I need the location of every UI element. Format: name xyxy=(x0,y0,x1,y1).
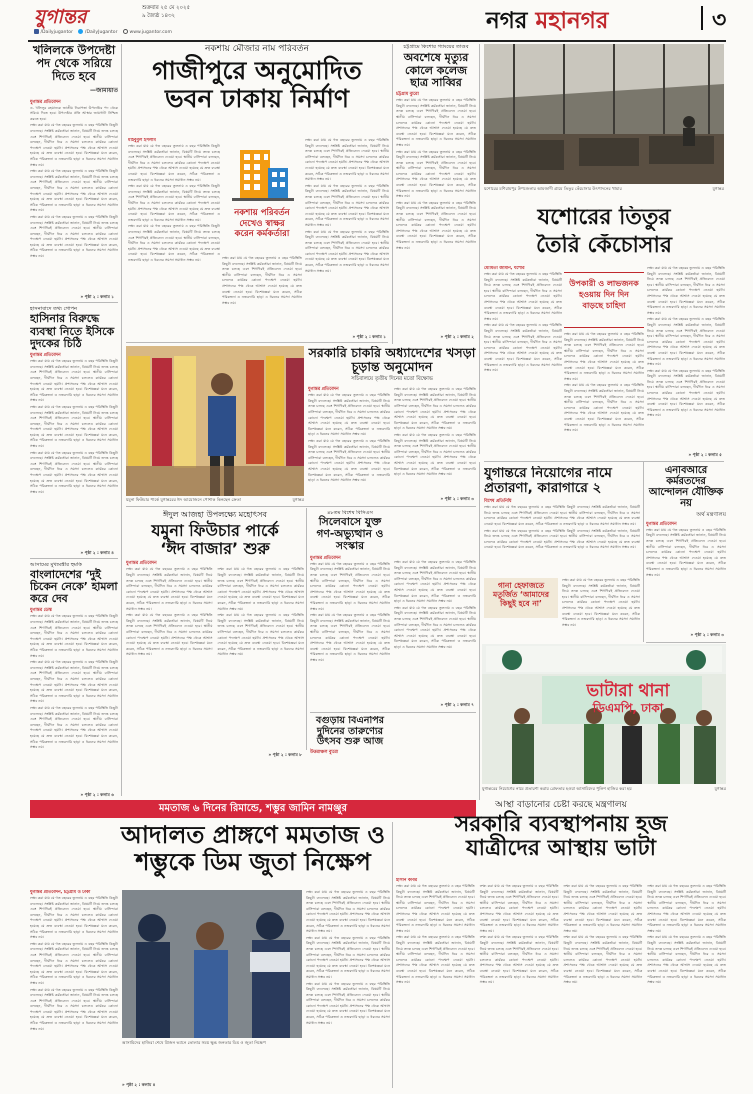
column-rule xyxy=(479,44,480,454)
building-icon xyxy=(222,142,302,204)
lead-title-line-2: ভবন ঢাকায় নির্মাণ xyxy=(164,83,350,113)
divider xyxy=(646,642,726,643)
article-body: লক্ষ্য করা যায় যে গত বছরের তুলনায় এ বছর পরিস্থিতি কিছুটা বদলেছে। সংশ্লিষ্ট কর্মকর্তারা জানান, বিষয়টি নিয়ে তদন্ত চলছে এবং শিগগিরই প্রতিবেদন দেওয়া হবে। স্থানীয় বাসিন্দারা বলছেন, দীর্ঘদিন ধরে এ সমস্যা চললেও কার্যকর কোনো পদক্ষেপ নেওয়া হয়নি। প্রশাসনের পক্ষ থেকে আশ্বাস দেওয়া হয়েছে যে দ্রুত ব্যবস্থা নেওয়া হবে। বিশেষজ্ঞরা মনে করেন, সঠিক পরিকল্পনা ও নজরদারি ছাড়া এ ধরনের সমস্যা সমাধান সম্ভব নয়। xyxy=(222,256,302,305)
article-sabbir xyxy=(396,44,476,334)
police-sign-main: ভাটারা থানা xyxy=(586,681,670,701)
eid-bazar-photo xyxy=(126,346,304,496)
article-bogura xyxy=(310,716,390,792)
eid-title-line-1: যমুনা ফিউচার পার্কে xyxy=(151,520,279,540)
facebook-icon xyxy=(34,29,39,34)
photo-caption: যুগান্তরের নিয়োগের নামে প্রতারণা করায় গ্রেফতার হওয়া আসামিদের পুলিশ হাজির করা হয় যুগান্তর xyxy=(482,786,726,791)
article-title: যুগান্তরে নিয়োগের নামে প্রতারণা, কারাগারে ২ xyxy=(484,466,612,497)
divider xyxy=(310,712,476,713)
kicker: আস্থা বাড়ানোর চেষ্টা করছে মন্ত্রণালয় xyxy=(495,800,627,810)
article-source: অর্থ মন্ত্রণালয় xyxy=(696,511,726,518)
lead-body-right xyxy=(305,138,389,334)
divider xyxy=(30,302,118,303)
article-khalil xyxy=(30,44,118,294)
continue-link[interactable]: » পৃষ্ঠা ২ : কলাম ৪ xyxy=(122,1082,156,1087)
article-title: হাসিনার বিরুদ্ধে ব্যবস্থা নিতে ইসিকে দুদকের চিঠি xyxy=(30,312,115,350)
article-title: খলিলকে উপদেষ্টা পদ থেকে সরিয়ে দিতে হবে xyxy=(32,44,116,83)
divider xyxy=(30,558,118,559)
article-body: লক্ষ্য করা যায় যে গত বছরের তুলনায় এ বছর পরিস্থিতি কিছুটা বদলেছে। সংশ্লিষ্ট কর্মকর্তারা জানান, বিষয়টি নিয়ে তদন্ত চলছে এবং শিগগিরই প্রতিবেদন দেওয়া হবে। স্থানীয় বাসিন্দারা বলছেন, দীর্ঘদিন ধরে এ সমস্যা চললেও কার্যকর কোনো পদক্ষেপ নেওয়া হয়নি। প্রশাসনের পক্ষ থেকে আশ্বাস দেওয়া হয়েছে যে দ্রুত ব্যবস্থা নেওয়া হবে। বিশেষজ্ঞরা মনে করেন, সঠিক পরিকল্পনা ও নজরদারি ছাড়া এ ধরনের সমস্যা সমাধান সম্ভব নয়। লক্ষ্য করা যায় যে গত বছরের তুলনায় এ বছর পরিস্থিতি কিছুটা বদলেছে। সংশ্লিষ্ট কর্মকর্তারা জানান, বিষয়টি নিয়ে তদন্ত চলছে এবং শিগগিরই প্রতিবেদন দেওয়া হবে। স্থানীয় বাসিন্দারা বলছেন, দীর্ঘদিন ধরে এ সমস্যা চললেও কার্যকর কোনো পদক্ষেপ নেওয়া হয়নি। প্রশাসনের পক্ষ থেকে আশ্বাস দেওয়া হয়েছে যে দ্রুত ব্যবস্থা নেওয়া হবে। বিশেষজ্ঞরা মনে করেন, সঠিক পরিকল্পনা ও নজরদারি ছাড়া এ ধরনের সমস্যা সমাধান সম্ভব নয়। লক্ষ্য করা যায় যে গত বছরের তুলনায় এ বছর পরিস্থিতি কিছুটা বদলেছে। সংশ্লিষ্ট কর্মকর্তারা জানান, বিষয়টি নিয়ে তদন্ত চলছে এবং শিগগিরই প্রতিবেদন দেওয়া হবে। স্থানীয় বাসিন্দারা বলছেন, দীর্ঘদিন ধরে এ সমস্যা চললেও কার্যকর কোনো পদক্ষেপ নেওয়া হয়নি। প্রশাসনের পক্ষ থেকে আশ্বাস দেওয়া হয়েছে যে দ্রুত ব্যবস্থা নেওয়া হবে। বিশেষজ্ঞরা মনে করেন, সঠিক পরিকল্পনা ও নজরদারি ছাড়া এ ধরনের সমস্যা সমাধান সম্ভব নয়। xyxy=(396,98,476,250)
article-body: লক্ষ্য করা যায় যে গত বছরের তুলনায় এ বছর পরিস্থিতি কিছুটা বদলেছে। সংশ্লিষ্ট কর্মকর্তারা জানান, বিষয়টি নিয়ে তদন্ত চলছে এবং শিগগিরই প্রতিবেদন দেওয়া হবে। স্থানীয় বাসিন্দারা বলছেন, দীর্ঘদিন ধরে এ সমস্যা চললেও কার্যকর কোনো পদক্ষেপ নেওয়া হয়নি। প্রশাসনের পক্ষ থেকে আশ্বাস দেওয়া হয়েছে যে দ্রুত ব্যবস্থা নেওয়া হবে। বিশেষজ্ঞরা মনে করেন, সঠিক পরিকল্পনা ও নজরদারি ছাড়া এ ধরনের সমস্যা সমাধান সম্ভব নয়। লক্ষ্য করা যায় যে গত বছরের তুলনায় এ বছর পরিস্থিতি কিছুটা বদলেছে। সংশ্লিষ্ট কর্মকর্তারা জানান, বিষয়টি নিয়ে তদন্ত চলছে এবং শিগগিরই প্রতিবেদন দেওয়া হবে। স্থানীয় বাসিন্দারা বলছেন, দীর্ঘদিন ধরে এ সমস্যা চললেও কার্যকর কোনো পদক্ষেপ নেওয়া হয়নি। প্রশাসনের পক্ষ থেকে আশ্বাস দেওয়া হয়েছে যে দ্রুত ব্যবস্থা নেওয়া হবে। বিশেষজ্ঞরা মনে করেন, সঠিক পরিকল্পনা ও নজরদারি ছাড়া এ ধরনের সমস্যা সমাধান সম্ভব নয়। লক্ষ্য করা যায় যে গত বছরের তুলনায় এ বছর পরিস্থিতি কিছুটা বদলেছে। সংশ্লিষ্ট কর্মকর্তারা জানান, বিষয়টি নিয়ে তদন্ত চলছে এবং শিগগিরই প্রতিবেদন দেওয়া হবে। স্থানীয় বাসিন্দারা বলছেন, দীর্ঘদিন ধরে এ সমস্যা চললেও কার্যকর কোনো পদক্ষেপ নেওয়া হয়নি। প্রশাসনের পক্ষ থেকে আশ্বাস দেওয়া হয়েছে যে দ্রুত ব্যবস্থা নেওয়া হবে। বিশেষজ্ঞরা মনে করেন, সঠিক পরিকল্পনা ও নজরদারি ছাড়া এ ধরনের সমস্যা সমাধান সম্ভব নয়। xyxy=(306,890,390,1025)
court-title-line-1: আদালত প্রাঙ্গণে মমতাজ ও xyxy=(120,822,386,849)
kicker: নকশায় মৌজার নাম পরিবর্তন xyxy=(204,44,310,54)
police-station-photo xyxy=(482,644,726,784)
building-graphic xyxy=(222,142,302,254)
byline: মৌমিতা জামান, যশোর xyxy=(484,266,525,271)
continue-link[interactable]: » পৃষ্ঠা ২ : কলাম ৫ xyxy=(688,452,722,457)
article-body: লক্ষ্য করা যায় যে গত বছরের তুলনায় এ বছর পরিস্থিতি কিছুটা বদলেছে। সংশ্লিষ্ট কর্মকর্তারা জানান, বিষয়টি নিয়ে তদন্ত চলছে এবং শিগগিরই প্রতিবেদন দেওয়া হবে। স্থানীয় বাসিন্দারা বলছেন, দীর্ঘদিন ধরে এ সমস্যা চললেও কার্যকর কোনো পদক্ষেপ নেওয়া হয়নি। প্রশাসনের পক্ষ থেকে আশ্বাস দেওয়া হয়েছে যে দ্রুত ব্যবস্থা নেওয়া হবে। বিশেষজ্ঞরা মনে করেন, সঠিক পরিকল্পনা ও নজরদারি ছাড়া এ ধরনের সমস্যা সমাধান সম্ভব নয়। লক্ষ্য করা যায় যে গত বছরের তুলনায় এ বছর পরিস্থিতি কিছুটা বদলেছে। সংশ্লিষ্ট কর্মকর্তারা জানান, বিষয়টি নিয়ে তদন্ত চলছে এবং শিগগিরই প্রতিবেদন দেওয়া হবে। স্থানীয় বাসিন্দারা বলছেন, দীর্ঘদিন ধরে এ সমস্যা চললেও কার্যকর কোনো পদক্ষেপ নেওয়া হয়নি। প্রশাসনের পক্ষ থেকে আশ্বাস দেওয়া হয়েছে যে দ্রুত ব্যবস্থা নেওয়া হবে। বিশেষজ্ঞরা মনে করেন, সঠিক পরিকল্পনা ও নজরদারি ছাড়া এ ধরনের সমস্যা সমাধান সম্ভব নয়। লক্ষ্য করা যায় যে গত বছরের তুলনায় এ বছর পরিস্থিতি কিছুটা বদলেছে। সংশ্লিষ্ট কর্মকর্তারা জানান, বিষয়টি নিয়ে তদন্ত চলছে এবং শিগগিরই প্রতিবেদন দেওয়া হবে। স্থানীয় বাসিন্দারা বলছেন, দীর্ঘদিন ধরে এ সমস্যা চললেও কার্যকর কোনো পদক্ষেপ নেওয়া হয়নি। প্রশাসনের পক্ষ থেকে আশ্বাস দেওয়া হয়েছে যে দ্রুত ব্যবস্থা নেওয়া হবে। বিশেষজ্ঞরা মনে করেন, সঠিক পরিকল্পনা ও নজরদারি ছাড়া এ ধরনের সমস্যা সমাধান সম্ভব নয়। xyxy=(128,144,220,262)
article-body: লক্ষ্য করা যায় যে গত বছরের তুলনায় এ বছর পরিস্থিতি কিছুটা বদলেছে। সংশ্লিষ্ট কর্মকর্তারা জানান, বিষয়টি নিয়ে তদন্ত চলছে এবং শিগগিরই প্রতিবেদন দেওয়া হবে। স্থানীয় বাসিন্দারা বলছেন, দীর্ঘদিন ধরে এ সমস্যা চললেও কার্যকর কোনো পদক্ষেপ নেওয়া হয়নি। প্রশাসনের পক্ষ থেকে আশ্বাস দেওয়া হয়েছে যে দ্রুত ব্যবস্থা নেওয়া হবে। বিশেষজ্ঞরা মনে করেন, সঠিক পরিকল্পনা ও নজরদারি ছাড়া এ ধরনের সমস্যা সমাধান সম্ভব নয়। xyxy=(562,578,640,627)
article-title: সরকারি চাকরি অধ্যাদেশের খসড়া চূড়ান্ত অনুমোদন xyxy=(308,346,476,375)
hajj-title-line-2: যাত্রীদের আস্থায় ভাটা xyxy=(465,836,657,862)
article-title: বাংলাদেশের ‘দুই চিকেন নেকে’ হামলা করে দেব xyxy=(30,568,118,606)
lead-body-mid xyxy=(222,256,302,334)
shed-illustration xyxy=(484,44,724,184)
newspaper-logo: যুগান্তর xyxy=(34,6,87,28)
hajj-headline xyxy=(396,800,726,870)
article-syllabus-2 xyxy=(394,560,476,704)
fraud-body-2 xyxy=(562,578,640,640)
court-body-left xyxy=(30,890,118,1084)
column-rule xyxy=(479,462,480,800)
byline: যুগান্তর প্রতিবেদন, চট্টগ্রাম ও ঢাকা xyxy=(30,890,91,895)
byline: বিশেষ প্রতিনিধি xyxy=(484,499,512,505)
jessore-body-mid xyxy=(564,332,644,454)
continue-link[interactable]: » পৃষ্ঠা ২ : কলাম ৩ xyxy=(440,496,474,501)
article-body: লক্ষ্য করা যায় যে গত বছরের তুলনায় এ বছর পরিস্থিতি কিছুটা বদলেছে। সংশ্লিষ্ট কর্মকর্তারা জানান, বিষয়টি নিয়ে তদন্ত চলছে এবং শিগগিরই প্রতিবেদন দেওয়া হবে। স্থানীয় বাসিন্দারা বলছেন, দীর্ঘদিন ধরে এ সমস্যা চললেও কার্যকর কোনো পদক্ষেপ নেওয়া হয়নি। প্রশাসনের পক্ষ থেকে আশ্বাস দেওয়া হয়েছে যে দ্রুত ব্যবস্থা নেওয়া হবে। বিশেষজ্ঞরা মনে করেন, সঠিক পরিকল্পনা ও নজরদারি ছাড়া এ ধরনের সমস্যা সমাধান সম্ভব নয়। লক্ষ্য করা যায় যে গত বছরের তুলনায় এ বছর পরিস্থিতি কিছুটা বদলেছে। সংশ্লিষ্ট কর্মকর্তারা জানান, বিষয়টি নিয়ে তদন্ত চলছে এবং শিগগিরই প্রতিবেদন দেওয়া হবে। স্থানীয় বাসিন্দারা বলছেন, দীর্ঘদিন ধরে এ সমস্যা চললেও কার্যকর কোনো পদক্ষেপ নেওয়া হয়নি। প্রশাসনের পক্ষ থেকে আশ্বাস দেওয়া হয়েছে যে দ্রুত ব্যবস্থা নেওয়া হবে। বিশেষজ্ঞরা মনে করেন, সঠিক পরিকল্পনা ও নজরদারি ছাড়া এ ধরনের সমস্যা সমাধান সম্ভব নয়। লক্ষ্য করা যায় যে গত বছরের তুলনায় এ বছর পরিস্থিতি কিছুটা বদলেছে। সংশ্লিষ্ট কর্মকর্তারা জানান, বিষয়টি নিয়ে তদন্ত চলছে এবং শিগগিরই প্রতিবেদন দেওয়া হবে। স্থানীয় বাসিন্দারা বলছেন, দীর্ঘদিন ধরে এ সমস্যা চললেও কার্যকর কোনো পদক্ষেপ নেওয়া হয়নি। প্রশাসনের পক্ষ থেকে আশ্বাস দেওয়া হয়েছে যে দ্রুত ব্যবস্থা নেওয়া হবে। বিশেষজ্ঞরা মনে করেন, সঠিক পরিকল্পনা ও নজরদারি ছাড়া এ ধরনের সমস্যা সমাধান সম্ভব নয়। xyxy=(30,359,118,494)
column-rule xyxy=(392,44,393,344)
divider xyxy=(126,506,476,507)
photo-caption: আসামিদের হাজিরা শেষে প্রিজন ভ্যানে তোলার সময় ক্ষুব্ধ জনতার ডিম ও জুতা নিক্ষেপ xyxy=(122,1040,266,1045)
jessore-pullquote: উপকারী ও লাভজনক হওয়ায় দিন দিন বাড়ছে চাহিদা xyxy=(564,272,644,328)
column xyxy=(394,387,476,485)
website-link[interactable]: www.jugantor.com xyxy=(129,30,172,35)
lead-title-line-1: গাজীপুরে অনুমোদিত xyxy=(152,55,362,85)
jessore-body-left xyxy=(484,266,562,452)
article-title: এনবিআরে কর্মরতদের আন্দোলন যৌক্তিক নয় xyxy=(648,466,724,509)
jessore-body-right xyxy=(647,266,725,452)
byline: চট্টগ্রাম ব্যুরো xyxy=(396,92,419,98)
hajj-body xyxy=(396,878,726,1084)
byline: উত্তরাঞ্চল ব্যুরো xyxy=(310,750,339,756)
column-rule xyxy=(392,822,393,1088)
police-sign-sub: ডিএমপি, ঢাকা xyxy=(592,701,664,715)
byline: যুগান্তর প্রতিবেদন xyxy=(308,387,339,393)
article-body: লক্ষ্য করা যায় যে গত বছরের তুলনায় এ বছর পরিস্থিতি কিছুটা বদলেছে। সংশ্লিষ্ট কর্মকর্তারা জানান, বিষয়টি নিয়ে তদন্ত চলছে এবং শিগগিরই প্রতিবেদন দেওয়া হবে। স্থানীয় বাসিন্দারা বলছেন, দীর্ঘদিন ধরে এ সমস্যা চললেও কার্যকর কোনো পদক্ষেপ নেওয়া হয়নি। প্রশাসনের পক্ষ থেকে আশ্বাস দেওয়া হয়েছে যে দ্রুত ব্যবস্থা নেওয়া হবে। বিশেষজ্ঞরা মনে করেন, সঠিক পরিকল্পনা ও নজরদারি ছাড়া এ ধরনের সমস্যা সমাধান সম্ভব নয়। লক্ষ্য করা যায় যে গত বছরের তুলনায় এ বছর পরিস্থিতি কিছুটা বদলেছে। সংশ্লিষ্ট কর্মকর্তারা জানান, বিষয়টি নিয়ে তদন্ত চলছে এবং শিগগিরই প্রতিবেদন দেওয়া হবে। স্থানীয় বাসিন্দারা বলছেন, দীর্ঘদিন ধরে এ সমস্যা চললেও কার্যকর কোনো পদক্ষেপ নেওয়া হয়নি। প্রশাসনের পক্ষ থেকে আশ্বাস দেওয়া হয়েছে যে দ্রুত ব্যবস্থা নেওয়া হবে। বিশেষজ্ঞরা মনে করেন, সঠিক পরিকল্পনা ও নজরদারি ছাড়া এ ধরনের সমস্যা সমাধান সম্ভব নয়। লক্ষ্য করা যায় যে গত বছরের তুলনায় এ বছর পরিস্থিতি কিছুটা বদলেছে। সংশ্লিষ্ট কর্মকর্তারা জানান, বিষয়টি নিয়ে তদন্ত চলছে এবং শিগগিরই প্রতিবেদন দেওয়া হবে। স্থানীয় বাসিন্দারা বলছেন, দীর্ঘদিন ধরে এ সমস্যা চললেও কার্যকর কোনো পদক্ষেপ নেওয়া হয়নি। প্রশাসনের পক্ষ থেকে আশ্বাস দেওয়া হয়েছে যে দ্রুত ব্যবস্থা নেওয়া হবে। বিশেষজ্ঞরা মনে করেন, সঠিক পরিকল্পনা ও নজরদারি ছাড়া এ ধরনের সমস্যা সমাধান সম্ভব নয়। xyxy=(305,138,389,273)
continue-link[interactable]: » পৃষ্ঠা ২ : কলাম ২ xyxy=(440,334,474,339)
kicker: সচিবালয়ে তৃতীয় দিনের মতো বিক্ষোভ xyxy=(351,376,433,383)
byline: মাহবুবুল ইসলাম xyxy=(128,138,156,143)
jessore-title-line-2: তৈরি কেঁচোসার xyxy=(536,234,672,258)
twitter-icon xyxy=(78,29,83,34)
continue-link[interactable]: » পৃষ্ঠা ২ : কলাম ৪ xyxy=(80,550,114,555)
fraud-inset: গানা হেফাজতে মতুর্জিত ‘আমাদের কিছুই হবে না’ xyxy=(484,578,558,618)
jessore-title-line-1: যশোরের তিতুর xyxy=(537,206,671,230)
divider xyxy=(484,461,724,462)
court-body-right xyxy=(306,890,390,1084)
shopping-illustration xyxy=(126,346,304,496)
column-rule xyxy=(121,44,122,796)
section-title: নগর মহানগর xyxy=(486,8,609,34)
continue-link[interactable]: » পৃষ্ঠা ২ : কলাম ১ xyxy=(80,294,114,299)
kicker: ঈদুল আজহা উপলক্ষ্যে মহোৎসব xyxy=(163,510,267,519)
page-number: ৩ xyxy=(712,8,727,33)
article-title: অবশেষে মৃত্যুর কোলে কলেজ ছাত্র সাব্বির xyxy=(403,51,469,89)
continue-link[interactable]: » পৃষ্ঠা ২ : কলাম ৬ xyxy=(80,792,114,797)
quote-source: —জামায়াত xyxy=(90,86,118,94)
continue-link[interactable]: » পৃষ্ঠা ২ : কলাম ৭ xyxy=(440,702,474,707)
article-body: লক্ষ্য করা যায় যে গত বছরের তুলনায় এ বছর পরিস্থিতি কিছুটা বদলেছে। সংশ্লিষ্ট কর্মকর্তারা জানান, বিষয়টি নিয়ে তদন্ত চলছে এবং শিগগিরই প্রতিবেদন দেওয়া হবে। স্থানীয় বাসিন্দারা বলছেন, দীর্ঘদিন ধরে এ সমস্যা চললেও কার্যকর কোনো পদক্ষেপ নেওয়া হয়নি। প্রশাসনের পক্ষ থেকে আশ্বাস দেওয়া হয়েছে যে দ্রুত ব্যবস্থা নেওয়া হবে। বিশেষজ্ঞরা মনে করেন, সঠিক পরিকল্পনা ও নজরদারি ছাড়া এ ধরনের সমস্যা সমাধান সম্ভব নয়। xyxy=(646,527,726,577)
lead-body-left xyxy=(128,138,220,334)
kicker: হাসনাবাদে তথ্য গোপন xyxy=(30,306,78,312)
vermicompost-photo xyxy=(484,44,724,184)
article-body: ড. খলিলুর রহমানকে জাতীয় নিরাপত্তা উপদেষ্টার পদ থেকে সরিয়ে দিতে হবে। উপদেষ্টার প্রতি আস্থার জায়গাটা নিশ্চিত করতে হবে। লক্ষ্য করা যায় যে গত বছরের তুলনায় এ বছর পরিস্থিতি কিছুটা বদলেছে। সংশ্লিষ্ট কর্মকর্তারা জানান, বিষয়টি নিয়ে তদন্ত চলছে এবং শিগগিরই প্রতিবেদন দেওয়া হবে। স্থানীয় বাসিন্দারা বলছেন, দীর্ঘদিন ধরে এ সমস্যা চললেও কার্যকর কোনো পদক্ষেপ নেওয়া হয়নি। প্রশাসনের পক্ষ থেকে আশ্বাস দেওয়া হয়েছে যে দ্রুত ব্যবস্থা নেওয়া হবে। বিশেষজ্ঞরা মনে করেন, সঠিক পরিকল্পনা ও নজরদারি ছাড়া এ ধরনের সমস্যা সমাধান সম্ভব নয়। লক্ষ্য করা যায় যে গত বছরের তুলনায় এ বছর পরিস্থিতি কিছুটা বদলেছে। সংশ্লিষ্ট কর্মকর্তারা জানান, বিষয়টি নিয়ে তদন্ত চলছে এবং শিগগিরই প্রতিবেদন দেওয়া হবে। স্থানীয় বাসিন্দারা বলছেন, দীর্ঘদিন ধরে এ সমস্যা চললেও কার্যকর কোনো পদক্ষেপ নেওয়া হয়নি। প্রশাসনের পক্ষ থেকে আশ্বাস দেওয়া হয়েছে যে দ্রুত ব্যবস্থা নেওয়া হবে। বিশেষজ্ঞরা মনে করেন, সঠিক পরিকল্পনা ও নজরদারি ছাড়া এ ধরনের সমস্যা সমাধান সম্ভব নয়। লক্ষ্য করা যায় যে গত বছরের তুলনায় এ বছর পরিস্থিতি কিছুটা বদলেছে। সংশ্লিষ্ট কর্মকর্তারা জানান, বিষয়টি নিয়ে তদন্ত চলছে এবং শিগগিরই প্রতিবেদন দেওয়া হবে। স্থানীয় বাসিন্দারা বলছেন, দীর্ঘদিন ধরে এ সমস্যা চললেও কার্যকর কোনো পদক্ষেপ নেওয়া হয়নি। প্রশাসনের পক্ষ থেকে আশ্বাস দেওয়া হয়েছে যে দ্রুত ব্যবস্থা নেওয়া হবে। বিশেষজ্ঞরা মনে করেন, সঠিক পরিকল্পনা ও নজরদারি ছাড়া এ ধরনের সমস্যা সমাধান সম্ভব নয়। xyxy=(30,105,118,259)
continue-link[interactable]: » পৃষ্ঠা ২ : কলাম ১ xyxy=(352,334,386,339)
article-govjobs xyxy=(308,346,476,496)
article-body: লক্ষ্য করা যায় যে গত বছরের তুলনায় এ বছর পরিস্থিতি কিছুটা বদলেছে। সংশ্লিষ্ট কর্মকর্তারা জানান, বিষয়টি নিয়ে তদন্ত চলছে এবং শিগগিরই প্রতিবেদন দেওয়া হবে। স্থানীয় বাসিন্দারা বলছেন, দীর্ঘদিন ধরে এ সমস্যা চললেও কার্যকর কোনো পদক্ষেপ নেওয়া হয়নি। প্রশাসনের পক্ষ থেকে আশ্বাস দেওয়া হয়েছে যে দ্রুত ব্যবস্থা নেওয়া হবে। বিশেষজ্ঞরা মনে করেন, সঠিক পরিকল্পনা ও নজরদারি ছাড়া এ ধরনের সমস্যা সমাধান সম্ভব নয়। লক্ষ্য করা যায় যে গত বছরের তুলনায় এ বছর পরিস্থিতি কিছুটা বদলেছে। সংশ্লিষ্ট কর্মকর্তারা জানান, বিষয়টি নিয়ে তদন্ত চলছে এবং শিগগিরই প্রতিবেদন দেওয়া হবে। স্থানীয় বাসিন্দারা বলছেন, দীর্ঘদিন ধরে এ সমস্যা চললেও কার্যকর কোনো পদক্ষেপ নেওয়া হয়নি। প্রশাসনের পক্ষ থেকে আশ্বাস দেওয়া হয়েছে যে দ্রুত ব্যবস্থা নেওয়া হবে। বিশেষজ্ঞরা মনে করেন, সঠিক পরিকল্পনা ও নজরদারি ছাড়া এ ধরনের সমস্যা সমাধান সম্ভব নয়। xyxy=(484,505,640,550)
court-photo xyxy=(122,890,302,1038)
article-nbr xyxy=(646,466,726,592)
column-rule xyxy=(643,462,644,642)
masthead-rule xyxy=(28,40,726,42)
globe-icon xyxy=(123,29,128,34)
date-line: শুক্রবার ২৫ মে ২০২৫ ৯ জ্যৈষ্ঠ ১৪৩২ xyxy=(142,5,191,19)
kicker: চট্টগ্রামে কিশোর গ্যাংয়ের তাণ্ডব xyxy=(403,44,469,50)
social-handle-1[interactable]: /Dailyjugantor xyxy=(40,30,73,35)
article-body: লক্ষ্য করা যায় যে গত বছরের তুলনায় এ বছর পরিস্থিতি কিছুটা বদলেছে। সংশ্লিষ্ট কর্মকর্তারা জানান, বিষয়টি নিয়ে তদন্ত চলছে এবং শিগগিরই প্রতিবেদন দেওয়া হবে। স্থানীয় বাসিন্দারা বলছেন, দীর্ঘদিন ধরে এ সমস্যা চললেও কার্যকর কোনো পদক্ষেপ নেওয়া হয়নি। প্রশাসনের পক্ষ থেকে আশ্বাস দেওয়া হয়েছে যে দ্রুত ব্যবস্থা নেওয়া হবে। বিশেষজ্ঞরা মনে করেন, সঠিক পরিকল্পনা ও নজরদারি ছাড়া এ ধরনের সমস্যা সমাধান সম্ভব নয়। লক্ষ্য করা যায় যে গত বছরের তুলনায় এ বছর পরিস্থিতি কিছুটা বদলেছে। সংশ্লিষ্ট কর্মকর্তারা জানান, বিষয়টি নিয়ে তদন্ত চলছে এবং শিগগিরই প্রতিবেদন দেওয়া হবে। স্থানীয় বাসিন্দারা বলছেন, দীর্ঘদিন ধরে এ সমস্যা চললেও কার্যকর কোনো পদক্ষেপ নেওয়া হয়নি। প্রশাসনের পক্ষ থেকে আশ্বাস দেওয়া হয়েছে যে দ্রুত ব্যবস্থা নেওয়া হবে। বিশেষজ্ঞরা মনে করেন, সঠিক পরিকল্পনা ও নজরদারি ছাড়া এ ধরনের সমস্যা সমাধান সম্ভব নয়। লক্ষ্য করা যায় যে গত বছরের তুলনায় এ বছর পরিস্থিতি কিছুটা বদলেছে। সংশ্লিষ্ট কর্মকর্তারা জানান, বিষয়টি নিয়ে তদন্ত চলছে এবং শিগগিরই প্রতিবেদন দেওয়া হবে। স্থানীয় বাসিন্দারা বলছেন, দীর্ঘদিন ধরে এ সমস্যা চললেও কার্যকর কোনো পদক্ষেপ নেওয়া হয়নি। প্রশাসনের পক্ষ থেকে আশ্বাস দেওয়া হয়েছে যে দ্রুত ব্যবস্থা নেওয়া হবে। বিশেষজ্ঞরা মনে করেন, সঠিক পরিকল্পনা ও নজরদারি ছাড়া এ ধরনের সমস্যা সমাধান সম্ভব নয়। xyxy=(30,614,118,750)
eid-title-line-2: ‘ঈদ বাজার’ শুরু xyxy=(160,538,270,558)
breaking-banner: মমতাজ ৬ দিনের রিমান্ডে, শম্ভুর জামিন নামঞ্জুর xyxy=(30,800,476,818)
kicker: আসামের মুখ্যমন্ত্রীর হুমকি xyxy=(30,562,83,568)
social-handle-2[interactable]: /DailyJugantor xyxy=(84,30,118,35)
byline: যুগান্তর প্রতিবেদন xyxy=(646,521,677,527)
byline: যুগান্তর ডেস্ক xyxy=(30,608,52,614)
hajj-title-line-1: সরকারি ব্যবস্থাপনায় হজ xyxy=(454,811,668,837)
column-rule xyxy=(306,508,307,750)
court-title-line-2: শম্ভুকে ডিম জুতা নিক্ষেপ xyxy=(135,847,371,876)
byline: যুগান্তর প্রতিবেদন xyxy=(126,561,157,567)
article-body: লক্ষ্য করা যায় যে গত বছরের তুলনায় এ বছর পরিস্থিতি কিছুটা বদলেছে। সংশ্লিষ্ট কর্মকর্তারা জানান, বিষয়টি নিয়ে তদন্ত চলছে এবং শিগগিরই প্রতিবেদন দেওয়া হবে। স্থানীয় বাসিন্দারা বলছেন, দীর্ঘদিন ধরে এ সমস্যা চললেও কার্যকর কোনো পদক্ষেপ নেওয়া হয়নি। প্রশাসনের পক্ষ থেকে আশ্বাস দেওয়া হয়েছে যে দ্রুত ব্যবস্থা নেওয়া হবে। বিশেষজ্ঞরা মনে করেন, সঠিক পরিকল্পনা ও নজরদারি ছাড়া এ ধরনের সমস্যা সমাধান সম্ভব নয়। লক্ষ্য করা যায় যে গত বছরের তুলনায় এ বছর পরিস্থিতি কিছুটা বদলেছে। সংশ্লিষ্ট কর্মকর্তারা জানান, বিষয়টি নিয়ে তদন্ত চলছে এবং শিগগিরই প্রতিবেদন দেওয়া হবে। স্থানীয় বাসিন্দারা বলছেন, দীর্ঘদিন ধরে এ সমস্যা চললেও কার্যকর কোনো পদক্ষেপ নেওয়া হয়নি। প্রশাসনের পক্ষ থেকে আশ্বাস দেওয়া হয়েছে যে দ্রুত ব্যবস্থা নেওয়া হবে। বিশেষজ্ঞরা মনে করেন, সঠিক পরিকল্পনা ও নজরদারি ছাড়া এ ধরনের সমস্যা সমাধান সম্ভব নয়। লক্ষ্য করা যায় যে গত বছরের তুলনায় এ বছর পরিস্থিতি কিছুটা বদলেছে। সংশ্লিষ্ট কর্মকর্তারা জানান, বিষয়টি নিয়ে তদন্ত চলছে এবং শিগগিরই প্রতিবেদন দেওয়া হবে। স্থানীয় বাসিন্দারা বলছেন, দীর্ঘদিন ধরে এ সমস্যা চললেও কার্যকর কোনো পদক্ষেপ নেওয়া হয়নি। প্রশাসনের পক্ষ থেকে আশ্বাস দেওয়া হয়েছে যে দ্রুত ব্যবস্থা নেওয়া হবে। বিশেষজ্ঞরা মনে করেন, সঠিক পরিকল্পনা ও নজরদারি ছাড়া এ ধরনের সমস্যা সমাধান সম্ভব নয়। লক্ষ্য করা যায় যে গত বছরের তুলনায় এ বছর পরিস্থিতি কিছুটা বদলেছে। সংশ্লিষ্ট কর্মকর্তারা জানান, বিষয়টি নিয়ে তদন্ত চলছে এবং শিগগিরই প্রতিবেদন দেওয়া হবে। স্থানীয় বাসিন্দারা বলছেন, দীর্ঘদিন ধরে এ সমস্যা চললেও কার্যকর কোনো পদক্ষেপ নেওয়া হয়নি। প্রশাসনের পক্ষ থেকে আশ্বাস দেওয়া হয়েছে যে দ্রুত ব্যবস্থা নেওয়া হবে। বিশেষজ্ঞরা মনে করেন, সঠিক পরিকল্পনা ও নজরদারি ছাড়া এ ধরনের সমস্যা সমাধান সম্ভব নয়। xyxy=(126,567,304,657)
graphic-caption: নকশায় পরিবর্তন দেখেও স্বাক্ষর করেন কর্মকর্তারা xyxy=(234,208,290,239)
article-body: লক্ষ্য করা যায় যে গত বছরের তুলনায় এ বছর পরিস্থিতি কিছুটা বদলেছে। সংশ্লিষ্ট কর্মকর্তারা জানান, বিষয়টি নিয়ে তদন্ত চলছে এবং শিগগিরই প্রতিবেদন দেওয়া হবে। স্থানীয় বাসিন্দারা বলছেন, দীর্ঘদিন ধরে এ সমস্যা চললেও কার্যকর কোনো পদক্ষেপ নেওয়া হয়নি। প্রশাসনের পক্ষ থেকে আশ্বাস দেওয়া হয়েছে যে দ্রুত ব্যবস্থা নেওয়া হবে। বিশেষজ্ঞরা মনে করেন, সঠিক পরিকল্পনা ও নজরদারি ছাড়া এ ধরনের সমস্যা সমাধান সম্ভব নয়। লক্ষ্য করা যায় যে গত বছরের তুলনায় এ বছর পরিস্থিতি কিছুটা বদলেছে। সংশ্লিষ্ট কর্মকর্তারা জানান, বিষয়টি নিয়ে তদন্ত চলছে এবং শিগগিরই প্রতিবেদন দেওয়া হবে। স্থানীয় বাসিন্দারা বলছেন, দীর্ঘদিন ধরে এ সমস্যা চললেও কার্যকর কোনো পদক্ষেপ নেওয়া হয়নি। প্রশাসনের পক্ষ থেকে আশ্বাস দেওয়া হয়েছে যে দ্রুত ব্যবস্থা নেওয়া হবে। বিশেষজ্ঞরা মনে করেন, সঠিক পরিকল্পনা ও নজরদারি ছাড়া এ ধরনের সমস্যা সমাধান সম্ভব নয়। লক্ষ্য করা যায় যে গত বছরের তুলনায় এ বছর পরিস্থিতি কিছুটা বদলেছে। সংশ্লিষ্ট কর্মকর্তারা জানান, বিষয়টি নিয়ে তদন্ত চলছে এবং শিগগিরই প্রতিবেদন দেওয়া হবে। স্থানীয় বাসিন্দারা বলছেন, দীর্ঘদিন ধরে এ সমস্যা চললেও কার্যকর কোনো পদক্ষেপ নেওয়া হয়নি। প্রশাসনের পক্ষ থেকে আশ্বাস দেওয়া হয়েছে যে দ্রুত ব্যবস্থা নেওয়া হবে। বিশেষজ্ঞরা মনে করেন, সঠিক পরিকল্পনা ও নজরদারি ছাড়া এ ধরনের সমস্যা সমাধান সম্ভব নয়। xyxy=(647,266,725,418)
article-title: সিলেবাসে যুক্ত গণ-অভ্যুত্থান ও সংস্কার xyxy=(316,516,384,552)
article-body: লক্ষ্য করা যায় যে গত বছরের তুলনায় এ বছর পরিস্থিতি কিছুটা বদলেছে। সংশ্লিষ্ট কর্মকর্তারা জানান, বিষয়টি নিয়ে তদন্ত চলছে এবং শিগগিরই প্রতিবেদন দেওয়া হবে। স্থানীয় বাসিন্দারা বলছেন, দীর্ঘদিন ধরে এ সমস্যা চললেও কার্যকর কোনো পদক্ষেপ নেওয়া হয়নি। প্রশাসনের পক্ষ থেকে আশ্বাস দেওয়া হয়েছে যে দ্রুত ব্যবস্থা নেওয়া হবে। বিশেষজ্ঞরা মনে করেন, সঠিক পরিকল্পনা ও নজরদারি ছাড়া এ ধরনের সমস্যা সমাধান সম্ভব নয়। লক্ষ্য করা যায় যে গত বছরের তুলনায় এ বছর পরিস্থিতি কিছুটা বদলেছে। সংশ্লিষ্ট কর্মকর্তারা জানান, বিষয়টি নিয়ে তদন্ত চলছে এবং শিগগিরই প্রতিবেদন দেওয়া হবে। স্থানীয় বাসিন্দারা বলছেন, দীর্ঘদিন ধরে এ সমস্যা চললেও কার্যকর কোনো পদক্ষেপ নেওয়া হয়নি। প্রশাসনের পক্ষ থেকে আশ্বাস দেওয়া হয়েছে যে দ্রুত ব্যবস্থা নেওয়া হবে। বিশেষজ্ঞরা মনে করেন, সঠিক পরিকল্পনা ও নজরদারি ছাড়া এ ধরনের সমস্যা সমাধান সম্ভব নয়। xyxy=(484,272,562,373)
article-body: লক্ষ্য করা যায় যে গত বছরের তুলনায় এ বছর পরিস্থিতি কিছুটা বদলেছে। সংশ্লিষ্ট কর্মকর্তারা জানান, বিষয়টি নিয়ে তদন্ত চলছে এবং শিগগিরই প্রতিবেদন দেওয়া হবে। স্থানীয় বাসিন্দারা বলছেন, দীর্ঘদিন ধরে এ সমস্যা চললেও কার্যকর কোনো পদক্ষেপ নেওয়া হয়নি। প্রশাসনের পক্ষ থেকে আশ্বাস দেওয়া হয়েছে যে দ্রুত ব্যবস্থা নেওয়া হবে। বিশেষজ্ঞরা মনে করেন, সঠিক পরিকল্পনা ও নজরদারি ছাড়া এ ধরনের সমস্যা সমাধান সম্ভব নয়। লক্ষ্য করা যায় যে গত বছরের তুলনায় এ বছর পরিস্থিতি কিছুটা বদলেছে। সংশ্লিষ্ট কর্মকর্তারা জানান, বিষয়টি নিয়ে তদন্ত চলছে এবং শিগগিরই প্রতিবেদন দেওয়া হবে। স্থানীয় বাসিন্দারা বলছেন, দীর্ঘদিন ধরে এ সমস্যা চললেও কার্যকর কোনো পদক্ষেপ নেওয়া হয়নি। প্রশাসনের পক্ষ থেকে আশ্বাস দেওয়া হয়েছে যে দ্রুত ব্যবস্থা নেওয়া হবে। বিশেষজ্ঞরা মনে করেন, সঠিক পরিকল্পনা ও নজরদারি ছাড়া এ ধরনের সমস্যা সমাধান সম্ভব নয়। xyxy=(394,560,476,649)
article-assam xyxy=(30,562,118,794)
byline: যুগান্তর প্রতিবেদন xyxy=(310,555,341,561)
social-links xyxy=(34,29,172,35)
article-eid-bazar xyxy=(126,510,304,750)
article-body: লক্ষ্য করা যায় যে গত বছরের তুলনায় এ বছর পরিস্থিতি কিছুটা বদলেছে। সংশ্লিষ্ট কর্মকর্তারা জানান, বিষয়টি নিয়ে তদন্ত চলছে এবং শিগগিরই প্রতিবেদন দেওয়া হবে। স্থানীয় বাসিন্দারা বলছেন, দীর্ঘদিন ধরে এ সমস্যা চললেও কার্যকর কোনো পদক্ষেপ নেওয়া হয়নি। প্রশাসনের পক্ষ থেকে আশ্বাস দেওয়া হয়েছে যে দ্রুত ব্যবস্থা নেওয়া হবে। বিশেষজ্ঞরা মনে করেন, সঠিক পরিকল্পনা ও নজরদারি ছাড়া এ ধরনের সমস্যা সমাধান সম্ভব নয়। লক্ষ্য করা যায় যে গত বছরের তুলনায় এ বছর পরিস্থিতি কিছুটা বদলেছে। সংশ্লিষ্ট কর্মকর্তারা জানান, বিষয়টি নিয়ে তদন্ত চলছে এবং শিগগিরই প্রতিবেদন দেওয়া হবে। স্থানীয় বাসিন্দারা বলছেন, দীর্ঘদিন ধরে এ সমস্যা চললেও কার্যকর কোনো পদক্ষেপ নেওয়া হয়নি। প্রশাসনের পক্ষ থেকে আশ্বাস দেওয়া হয়েছে যে দ্রুত ব্যবস্থা নেওয়া হবে। বিশেষজ্ঞরা মনে করেন, সঠিক পরিকল্পনা ও নজরদারি ছাড়া এ ধরনের সমস্যা সমাধান সম্ভব নয়। লক্ষ্য করা যায় যে গত বছরের তুলনায় এ বছর পরিস্থিতি কিছুটা বদলেছে। সংশ্লিষ্ট কর্মকর্তারা জানান, বিষয়টি নিয়ে তদন্ত চলছে এবং শিগগিরই প্রতিবেদন দেওয়া হবে। স্থানীয় বাসিন্দারা বলছেন, দীর্ঘদিন ধরে এ সমস্যা চললেও কার্যকর কোনো পদক্ষেপ নেওয়া হয়নি। প্রশাসনের পক্ষ থেকে আশ্বাস দেওয়া হয়েছে যে দ্রুত ব্যবস্থা নেওয়া হবে। বিশেষজ্ঞরা মনে করেন, সঠিক পরিকল্পনা ও নজরদারি ছাড়া এ ধরনের সমস্যা সমাধান সম্ভব নয়। xyxy=(30,896,118,1031)
byline: যুগান্তর প্রতিবেদন xyxy=(30,99,61,105)
photo-caption: যমুনা ফিউচার পার্কে যুগান্তরের ঈদ আয়োজনে পোশাক কিনছেন ক্রেতা যুগান্তর xyxy=(126,497,304,502)
column xyxy=(308,387,390,485)
article-body: লক্ষ্য করা যায় যে গত বছরের তুলনায় এ বছর পরিস্থিতি কিছুটা বদলেছে। সংশ্লিষ্ট কর্মকর্তারা জানান, বিষয়টি নিয়ে তদন্ত চলছে এবং শিগগিরই প্রতিবেদন দেওয়া হবে। স্থানীয় বাসিন্দারা বলছেন, দীর্ঘদিন ধরে এ সমস্যা চললেও কার্যকর কোনো পদক্ষেপ নেওয়া হয়নি। প্রশাসনের পক্ষ থেকে আশ্বাস দেওয়া হয়েছে যে দ্রুত ব্যবস্থা নেওয়া হবে। বিশেষজ্ঞরা মনে করেন, সঠিক পরিকল্পনা ও নজরদারি ছাড়া এ ধরনের সমস্যা সমাধান সম্ভব নয়। লক্ষ্য করা যায় যে গত বছরের তুলনায় এ বছর পরিস্থিতি কিছুটা বদলেছে। সংশ্লিষ্ট কর্মকর্তারা জানান, বিষয়টি নিয়ে তদন্ত চলছে এবং শিগগিরই প্রতিবেদন দেওয়া হবে। স্থানীয় বাসিন্দারা বলছেন, দীর্ঘদিন ধরে এ সমস্যা চললেও কার্যকর কোনো পদক্ষেপ নেওয়া হয়নি। প্রশাসনের পক্ষ থেকে আশ্বাস দেওয়া হয়েছে যে দ্রুত ব্যবস্থা নেওয়া হবে। বিশেষজ্ঞরা মনে করেন, সঠিক পরিকল্পনা ও নজরদারি ছাড়া এ ধরনের সমস্যা সমাধান সম্ভব নয়। xyxy=(308,393,390,483)
crowd-illustration xyxy=(122,890,302,1038)
section-divider xyxy=(701,6,703,30)
kicker: ৪৮তম বিশেষ বিসিএস xyxy=(327,510,373,516)
article-syllabus xyxy=(310,510,390,702)
continue-link[interactable]: » পৃষ্ঠা ২ : কলাম ৩ xyxy=(690,632,724,637)
article-body: লক্ষ্য করা যায় যে গত বছরের তুলনায় এ বছর পরিস্থিতি কিছুটা বদলেছে। সংশ্লিষ্ট কর্মকর্তারা জানান, বিষয়টি নিয়ে তদন্ত চলছে এবং শিগগিরই প্রতিবেদন দেওয়া হবে। স্থানীয় বাসিন্দারা বলছেন, দীর্ঘদিন ধরে এ সমস্যা চললেও কার্যকর কোনো পদক্ষেপ নেওয়া হয়নি। প্রশাসনের পক্ষ থেকে আশ্বাস দেওয়া হয়েছে যে দ্রুত ব্যবস্থা নেওয়া হবে। বিশেষজ্ঞরা মনে করেন, সঠিক পরিকল্পনা ও নজরদারি ছাড়া এ ধরনের সমস্যা সমাধান সম্ভব নয়। লক্ষ্য করা যায় যে গত বছরের তুলনায় এ বছর পরিস্থিতি কিছুটা বদলেছে। সংশ্লিষ্ট কর্মকর্তারা জানান, বিষয়টি নিয়ে তদন্ত চলছে এবং শিগগিরই প্রতিবেদন দেওয়া হবে। স্থানীয় বাসিন্দারা বলছেন, দীর্ঘদিন ধরে এ সমস্যা চললেও কার্যকর কোনো পদক্ষেপ নেওয়া হয়নি। প্রশাসনের পক্ষ থেকে আশ্বাস দেওয়া হয়েছে যে দ্রুত ব্যবস্থা নেওয়া হবে। বিশেষজ্ঞরা মনে করেন, সঠিক পরিকল্পনা ও নজরদারি ছাড়া এ ধরনের সমস্যা সমাধান সম্ভব নয়। লক্ষ্য করা যায় যে গত বছরের তুলনায় এ বছর পরিস্থিতি কিছুটা বদলেছে। সংশ্লিষ্ট কর্মকর্তারা জানান, বিষয়টি নিয়ে তদন্ত চলছে এবং শিগগিরই প্রতিবেদন দেওয়া হবে। স্থানীয় বাসিন্দারা বলছেন, দীর্ঘদিন ধরে এ সমস্যা চললেও কার্যকর কোনো পদক্ষেপ নেওয়া হয়নি। প্রশাসনের পক্ষ থেকে আশ্বাস দেওয়া হয়েছে যে দ্রুত ব্যবস্থা নেওয়া হবে। বিশেষজ্ঞরা মনে করেন, সঠিক পরিকল্পনা ও নজরদারি ছাড়া এ ধরনের সমস্যা সমাধান সম্ভব নয়। লক্ষ্য করা যায় যে গত বছরের তুলনায় এ বছর পরিস্থিতি কিছুটা বদলেছে। সংশ্লিষ্ট কর্মকর্তারা জানান, বিষয়টি নিয়ে তদন্ত চলছে এবং শিগগিরই প্রতিবেদন দেওয়া হবে। স্থানীয় বাসিন্দারা বলছেন, দীর্ঘদিন ধরে এ সমস্যা চললেও কার্যকর কোনো পদক্ষেপ নেওয়া হয়নি। প্রশাসনের পক্ষ থেকে আশ্বাস দেওয়া হয়েছে যে দ্রুত ব্যবস্থা নেওয়া হবে। বিশেষজ্ঞরা মনে করেন, সঠিক পরিকল্পনা ও নজরদারি ছাড়া এ ধরনের সমস্যা সমাধান সম্ভব নয়। লক্ষ্য করা যায় যে গত বছরের তুলনায় এ বছর পরিস্থিতি কিছুটা বদলেছে। সংশ্লিষ্ট কর্মকর্তারা জানান, বিষয়টি নিয়ে তদন্ত চলছে এবং শিগগিরই প্রতিবেদন দেওয়া হবে। স্থানীয় বাসিন্দারা বলছেন, দীর্ঘদিন ধরে এ সমস্যা চললেও কার্যকর কোনো পদক্ষেপ নেওয়া হয়নি। প্রশাসনের পক্ষ থেকে আশ্বাস দেওয়া হয়েছে যে দ্রুত ব্যবস্থা নেওয়া হবে। বিশেষজ্ঞরা মনে করেন, সঠিক পরিকল্পনা ও নজরদারি ছাড়া এ ধরনের সমস্যা সমাধান সম্ভব নয়। লক্ষ্য করা যায় যে গত বছরের তুলনায় এ বছর পরিস্থিতি কিছুটা বদলেছে। সংশ্লিষ্ট কর্মকর্তারা জানান, বিষয়টি নিয়ে তদন্ত চলছে এবং শিগগিরই প্রতিবেদন দেওয়া হবে। স্থানীয় বাসিন্দারা বলছেন, দীর্ঘদিন ধরে এ সমস্যা চললেও কার্যকর কোনো পদক্ষেপ নেওয়া হয়নি। প্রশাসনের পক্ষ থেকে আশ্বাস দেওয়া হয়েছে যে দ্রুত ব্যবস্থা নেওয়া হবে। বিশেষজ্ঞরা মনে করেন, সঠিক পরিকল্পনা ও নজরদারি ছাড়া এ ধরনের সমস্যা সমাধান সম্ভব নয়। লক্ষ্য করা যায় যে গত বছরের তুলনায় এ বছর পরিস্থিতি কিছুটা বদলেছে। সংশ্লিষ্ট কর্মকর্তারা জানান, বিষয়টি নিয়ে তদন্ত চলছে এবং শিগগিরই প্রতিবেদন দেওয়া হবে। স্থানীয় বাসিন্দারা বলছেন, দীর্ঘদিন ধরে এ সমস্যা চললেও কার্যকর কোনো পদক্ষেপ নেওয়া হয়নি। প্রশাসনের পক্ষ থেকে আশ্বাস দেওয়া হয়েছে যে দ্রুত ব্যবস্থা নেওয়া হবে। বিশেষজ্ঞরা মনে করেন, সঠিক পরিকল্পনা ও নজরদারি ছাড়া এ ধরনের সমস্যা সমাধান সম্ভব নয়। লক্ষ্য করা যায় যে গত বছরের তুলনায় এ বছর পরিস্থিতি কিছুটা বদলেছে। সংশ্লিষ্ট কর্মকর্তারা জানান, বিষয়টি নিয়ে তদন্ত চলছে এবং শিগগিরই প্রতিবেদন দেওয়া হবে। স্থানীয় বাসিন্দারা বলছেন, দীর্ঘদিন ধরে এ সমস্যা চললেও কার্যকর কোনো পদক্ষেপ নেওয়া হয়নি। প্রশাসনের পক্ষ থেকে আশ্বাস দেওয়া হয়েছে যে দ্রুত ব্যবস্থা নেওয়া হবে। বিশেষজ্ঞরা মনে করেন, সঠিক পরিকল্পনা ও নজরদারি ছাড়া এ ধরনের সমস্যা সমাধান সম্ভব নয়। xyxy=(396,884,726,985)
divider xyxy=(126,342,388,343)
article-body: লক্ষ্য করা যায় যে গত বছরের তুলনায় এ বছর পরিস্থিতি কিছুটা বদলেছে। সংশ্লিষ্ট কর্মকর্তারা জানান, বিষয়টি নিয়ে তদন্ত চলছে এবং শিগগিরই প্রতিবেদন দেওয়া হবে। স্থানীয় বাসিন্দারা বলছেন, দীর্ঘদিন ধরে এ সমস্যা চললেও কার্যকর কোনো পদক্ষেপ নেওয়া হয়নি। প্রশাসনের পক্ষ থেকে আশ্বাস দেওয়া হয়েছে যে দ্রুত ব্যবস্থা নেওয়া হবে। বিশেষজ্ঞরা মনে করেন, সঠিক পরিকল্পনা ও নজরদারি ছাড়া এ ধরনের সমস্যা সমাধান সম্ভব নয়। লক্ষ্য করা যায় যে গত বছরের তুলনায় এ বছর পরিস্থিতি কিছুটা বদলেছে। সংশ্লিষ্ট কর্মকর্তারা জানান, বিষয়টি নিয়ে তদন্ত চলছে এবং শিগগিরই প্রতিবেদন দেওয়া হবে। স্থানীয় বাসিন্দারা বলছেন, দীর্ঘদিন ধরে এ সমস্যা চললেও কার্যকর কোনো পদক্ষেপ নেওয়া হয়নি। প্রশাসনের পক্ষ থেকে আশ্বাস দেওয়া হয়েছে যে দ্রুত ব্যবস্থা নেওয়া হবে। বিশেষজ্ঞরা মনে করেন, সঠিক পরিকল্পনা ও নজরদারি ছাড়া এ ধরনের সমস্যা সমাধান সম্ভব নয়। xyxy=(394,387,476,477)
article-body: লক্ষ্য করা যায় যে গত বছরের তুলনায় এ বছর পরিস্থিতি কিছুটা বদলেছে। সংশ্লিষ্ট কর্মকর্তারা জানান, বিষয়টি নিয়ে তদন্ত চলছে এবং শিগগিরই প্রতিবেদন দেওয়া হবে। স্থানীয় বাসিন্দারা বলছেন, দীর্ঘদিন ধরে এ সমস্যা চললেও কার্যকর কোনো পদক্ষেপ নেওয়া হয়নি। প্রশাসনের পক্ষ থেকে আশ্বাস দেওয়া হয়েছে যে দ্রুত ব্যবস্থা নেওয়া হবে। বিশেষজ্ঞরা মনে করেন, সঠিক পরিকল্পনা ও নজরদারি ছাড়া এ ধরনের সমস্যা সমাধান সম্ভব নয়। লক্ষ্য করা যায় যে গত বছরের তুলনায় এ বছর পরিস্থিতি কিছুটা বদলেছে। সংশ্লিষ্ট কর্মকর্তারা জানান, বিষয়টি নিয়ে তদন্ত চলছে এবং শিগগিরই প্রতিবেদন দেওয়া হবে। স্থানীয় বাসিন্দারা বলছেন, দীর্ঘদিন ধরে এ সমস্যা চললেও কার্যকর কোনো পদক্ষেপ নেওয়া হয়নি। প্রশাসনের পক্ষ থেকে আশ্বাস দেওয়া হয়েছে যে দ্রুত ব্যবস্থা নেওয়া হবে। বিশেষজ্ঞরা মনে করেন, সঠিক পরিকল্পনা ও নজরদারি ছাড়া এ ধরনের সমস্যা সমাধান সম্ভব নয়। xyxy=(564,332,644,433)
photo-caption: যশোরের মণিরামপুর উপজেলার আমজাদী গ্রামে তিতুর কেঁচোসার উৎপাদনের খামার যুগান্তর xyxy=(484,186,724,191)
article-title: বগুড়ায় বিএনপির দুদিনের তারুণ্যের উৎসব শুরু আজ xyxy=(315,716,385,748)
byline: যুগান্তর প্রতিবেদন xyxy=(30,353,61,359)
continue-link[interactable]: » পৃষ্ঠা ২ : কলাম ৮ xyxy=(268,752,302,757)
byline: হাসান কবির xyxy=(396,878,418,883)
article-columns xyxy=(308,387,476,485)
article-body: লক্ষ্য করা যায় যে গত বছরের তুলনায় এ বছর পরিস্থিতি কিছুটা বদলেছে। সংশ্লিষ্ট কর্মকর্তারা জানান, বিষয়টি নিয়ে তদন্ত চলছে এবং শিগগিরই প্রতিবেদন দেওয়া হবে। স্থানীয় বাসিন্দারা বলছেন, দীর্ঘদিন ধরে এ সমস্যা চললেও কার্যকর কোনো পদক্ষেপ নেওয়া হয়নি। প্রশাসনের পক্ষ থেকে আশ্বাস দেওয়া হয়েছে যে দ্রুত ব্যবস্থা নেওয়া হবে। বিশেষজ্ঞরা মনে করেন, সঠিক পরিকল্পনা ও নজরদারি ছাড়া এ ধরনের সমস্যা সমাধান সম্ভব নয়। লক্ষ্য করা যায় যে গত বছরের তুলনায় এ বছর পরিস্থিতি কিছুটা বদলেছে। সংশ্লিষ্ট কর্মকর্তারা জানান, বিষয়টি নিয়ে তদন্ত চলছে এবং শিগগিরই প্রতিবেদন দেওয়া হবে। স্থানীয় বাসিন্দারা বলছেন, দীর্ঘদিন ধরে এ সমস্যা চললেও কার্যকর কোনো পদক্ষেপ নেওয়া হয়নি। প্রশাসনের পক্ষ থেকে আশ্বাস দেওয়া হয়েছে যে দ্রুত ব্যবস্থা নেওয়া হবে। বিশেষজ্ঞরা মনে করেন, সঠিক পরিকল্পনা ও নজরদারি ছাড়া এ ধরনের সমস্যা সমাধান সম্ভব নয়। xyxy=(310,561,390,662)
article-hasina xyxy=(30,306,118,556)
masthead xyxy=(0,0,753,40)
